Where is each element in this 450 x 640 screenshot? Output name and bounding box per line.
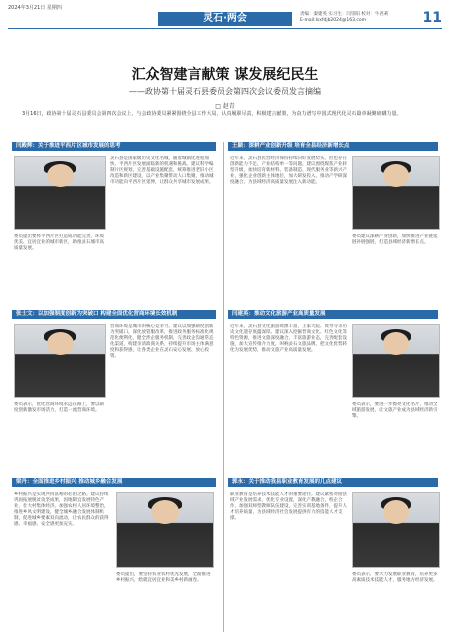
delegate-photo — [14, 324, 106, 398]
section-body: 近年来，灵石县民营经济保持持续向好发展势头，但也存在创新能力不足、产业结构单一等问题。建议围绕煤焦产业转型升级，加快培育新材料、装备制造、现代服务业等新兴产业，强化企业创新主体地位，加大研发投入，推动产学研深度融合，为县域经济高质量发展注入新动能。 — [230, 156, 347, 185]
issue-date: 2024年3月21日 星期四 — [8, 5, 62, 11]
photo-caption: 委员表示，要进一步擦亮文化名片，推动全域旅游发展，让文旅产业成为县域经济新引擎。 — [352, 402, 438, 419]
section-banner: 梁丹：全面推进乡村振兴 推动城乡融合发展 — [12, 478, 216, 487]
byline: □ 赵青 — [215, 103, 235, 110]
section-banner: 闫建英：推动文化旅游产业高质量发展 — [228, 310, 438, 319]
staff-info — [300, 12, 420, 24]
section-banner: 郭永：关于推动我县职业教育发展的几点建议 — [228, 478, 438, 487]
section-body: 职业教育是培养技术技能人才的重要途径。建议紧密对接县域产业发展需求，优化专业设置，深化产教融合、校企合作，加强双师型教师队伍建设，完善实训基地条件，提升人才培养质量，为县域经济社会发展提供有力的技能人才支撑。 — [230, 492, 347, 521]
edition-title: 灵石·两会 — [158, 12, 292, 26]
delegate-photo — [116, 492, 214, 568]
staff-editors: 责编：秦建英 实习生：闫崇阳 校对：牛君莉 — [300, 12, 389, 17]
photo-caption: 委员提出，要坚持农业农村优先发展，全面推进乡村振兴，绘就宜居宜业和美乡村新画卷。 — [116, 572, 211, 583]
delegate-photo — [352, 492, 440, 568]
delegate-photo — [352, 324, 440, 398]
delegate-photo — [352, 156, 440, 230]
section-body: 灵石县是国家级历史文化名城，随着城镇化进程加快，平西片区发展面临新的机遇和挑战。建议科学编制片区规划，完善基础设施配套，统筹推进老旧小区改造和新区建设，以产业集聚带动人口集聚，推动城市功能向平西片区延伸，让群众共享城市发展成果。 — [110, 156, 214, 185]
photo-caption: 委员提出要将平西片区打造成功能完善、环境优美、宜居宜业的城市新区，助推灵石城市高质量发展。 — [14, 234, 104, 251]
section-body: 近年来，灵石县文化旅游资源丰富，王家大院、资寿寺等历史文化遗存底蕴深厚。建议深入挖掘晋商文化、红色文化等特色资源，推进文旅深度融合，丰富旅游业态，完善配套设施，加大宣传推介力度，叫响灵石文旅品牌，把文化优势转化为发展优势，推动文旅产业高质量发展。 — [230, 324, 347, 353]
main-headline: 汇众智建言献策 谋发展纪民生 — [131, 67, 319, 83]
section-banner: 王颖：深耕产业创新升级 培育全县经济新增长点 — [228, 142, 438, 151]
section-body: 营商环境是城市的核心竞争力。建议以加强制度创新为突破口，深化放管服改革，推进政务服务标准化规范化便利化，健全涉企服务机制，完善政企沟通常态化渠道，构建亲清政商关系，持续提升市场主体满意度和获得感，让各类企业在灵石安心发展、放心投资。 — [110, 324, 214, 359]
page-header — [8, 0, 442, 28]
sub-headline: ——政协第十届灵石县委员会第四次会议委员发言摘编 — [129, 87, 321, 96]
header-rule — [8, 28, 442, 29]
section-banner: 张士文：以加强制度创新为突破口 构建全面优化营商环境长效机制 — [12, 310, 216, 319]
photo-caption: 委员表示，优化营商环境永远在路上，要以制度创新激发市场活力，打造一流营商环境。 — [14, 402, 104, 413]
delegate-photo — [14, 156, 106, 230]
section-body: 乡村振兴是实现共同富裕的必由之路。建议持续巩固拓展脱贫攻坚成果，因地制宜发展特色产业，壮大村集体经济，加强农村人居环境整治，推进乡风文明建设，健全城乡融合发展体制机制，促进城乡要素双向流动，让农民群众的获得感、幸福感、安全感更加充实。 — [14, 492, 109, 527]
staff-email: E-mail:lsxfdjb2024@163.com — [300, 18, 367, 23]
photo-caption: 委员表示，要大力发展职业教育，培养更多高素质技术技能人才，服务地方经济发展。 — [352, 572, 438, 583]
lead-paragraph: 3月16日，政协第十届灵石县委员会第四次会议上，与会政协委员紧紧围绕全县工作大局，认真履职尽责，积极建言献策，为奋力谱写中国式现代化灵石篇章凝聚磅礴力量。 — [22, 111, 402, 117]
column-divider — [223, 142, 224, 632]
photo-caption: 委员建议深耕产业创新，加快推进产业链延链补链强链，打造县域经济新增长点。 — [352, 234, 438, 245]
section-banner: 闫殿辉：关于推进平西片区城市发展的思考 — [12, 142, 216, 151]
page-number: 11 — [422, 10, 442, 26]
